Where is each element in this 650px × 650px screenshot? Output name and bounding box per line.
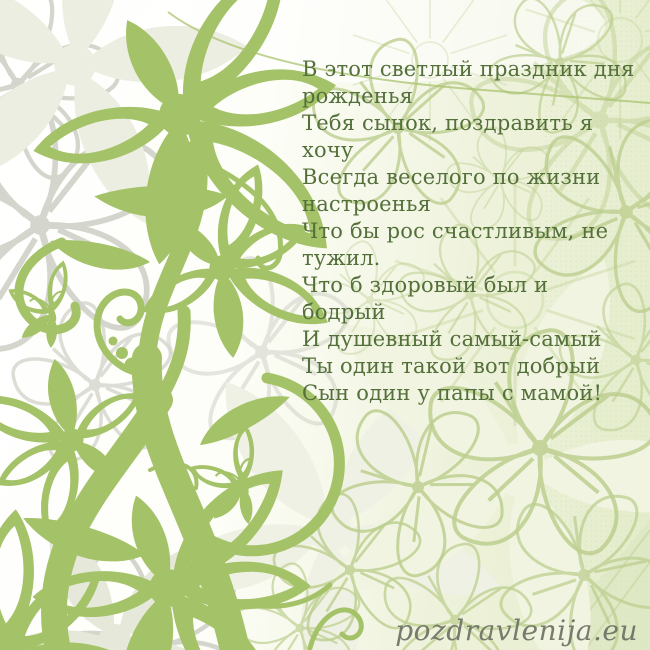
poem-line: Что б здоровый был и — [302, 273, 549, 297]
poem-line: Тебя сынок, поздравить я — [302, 111, 594, 135]
poem-line: Что бы рос счастливым, не — [302, 219, 609, 243]
poem-line: В этот светлый праздник дня — [302, 57, 635, 81]
poem-line: бодрый — [302, 300, 386, 324]
poem-line: настроенья — [302, 192, 432, 216]
poem-line: Ты один такой вот добрый — [302, 354, 601, 378]
watermark: pozdravlenija.eu — [395, 614, 638, 647]
poem-line: рожденья — [302, 84, 414, 108]
poem-line: Всегда веселого по жизни — [302, 165, 601, 189]
poem-line: хочу — [302, 138, 354, 162]
poem-text — [302, 56, 635, 407]
poem-line: Сын один у папы с мамой! — [302, 381, 603, 405]
poem-line: тужил. — [302, 246, 381, 270]
poem-line: И душевный самый-самый — [302, 327, 602, 351]
